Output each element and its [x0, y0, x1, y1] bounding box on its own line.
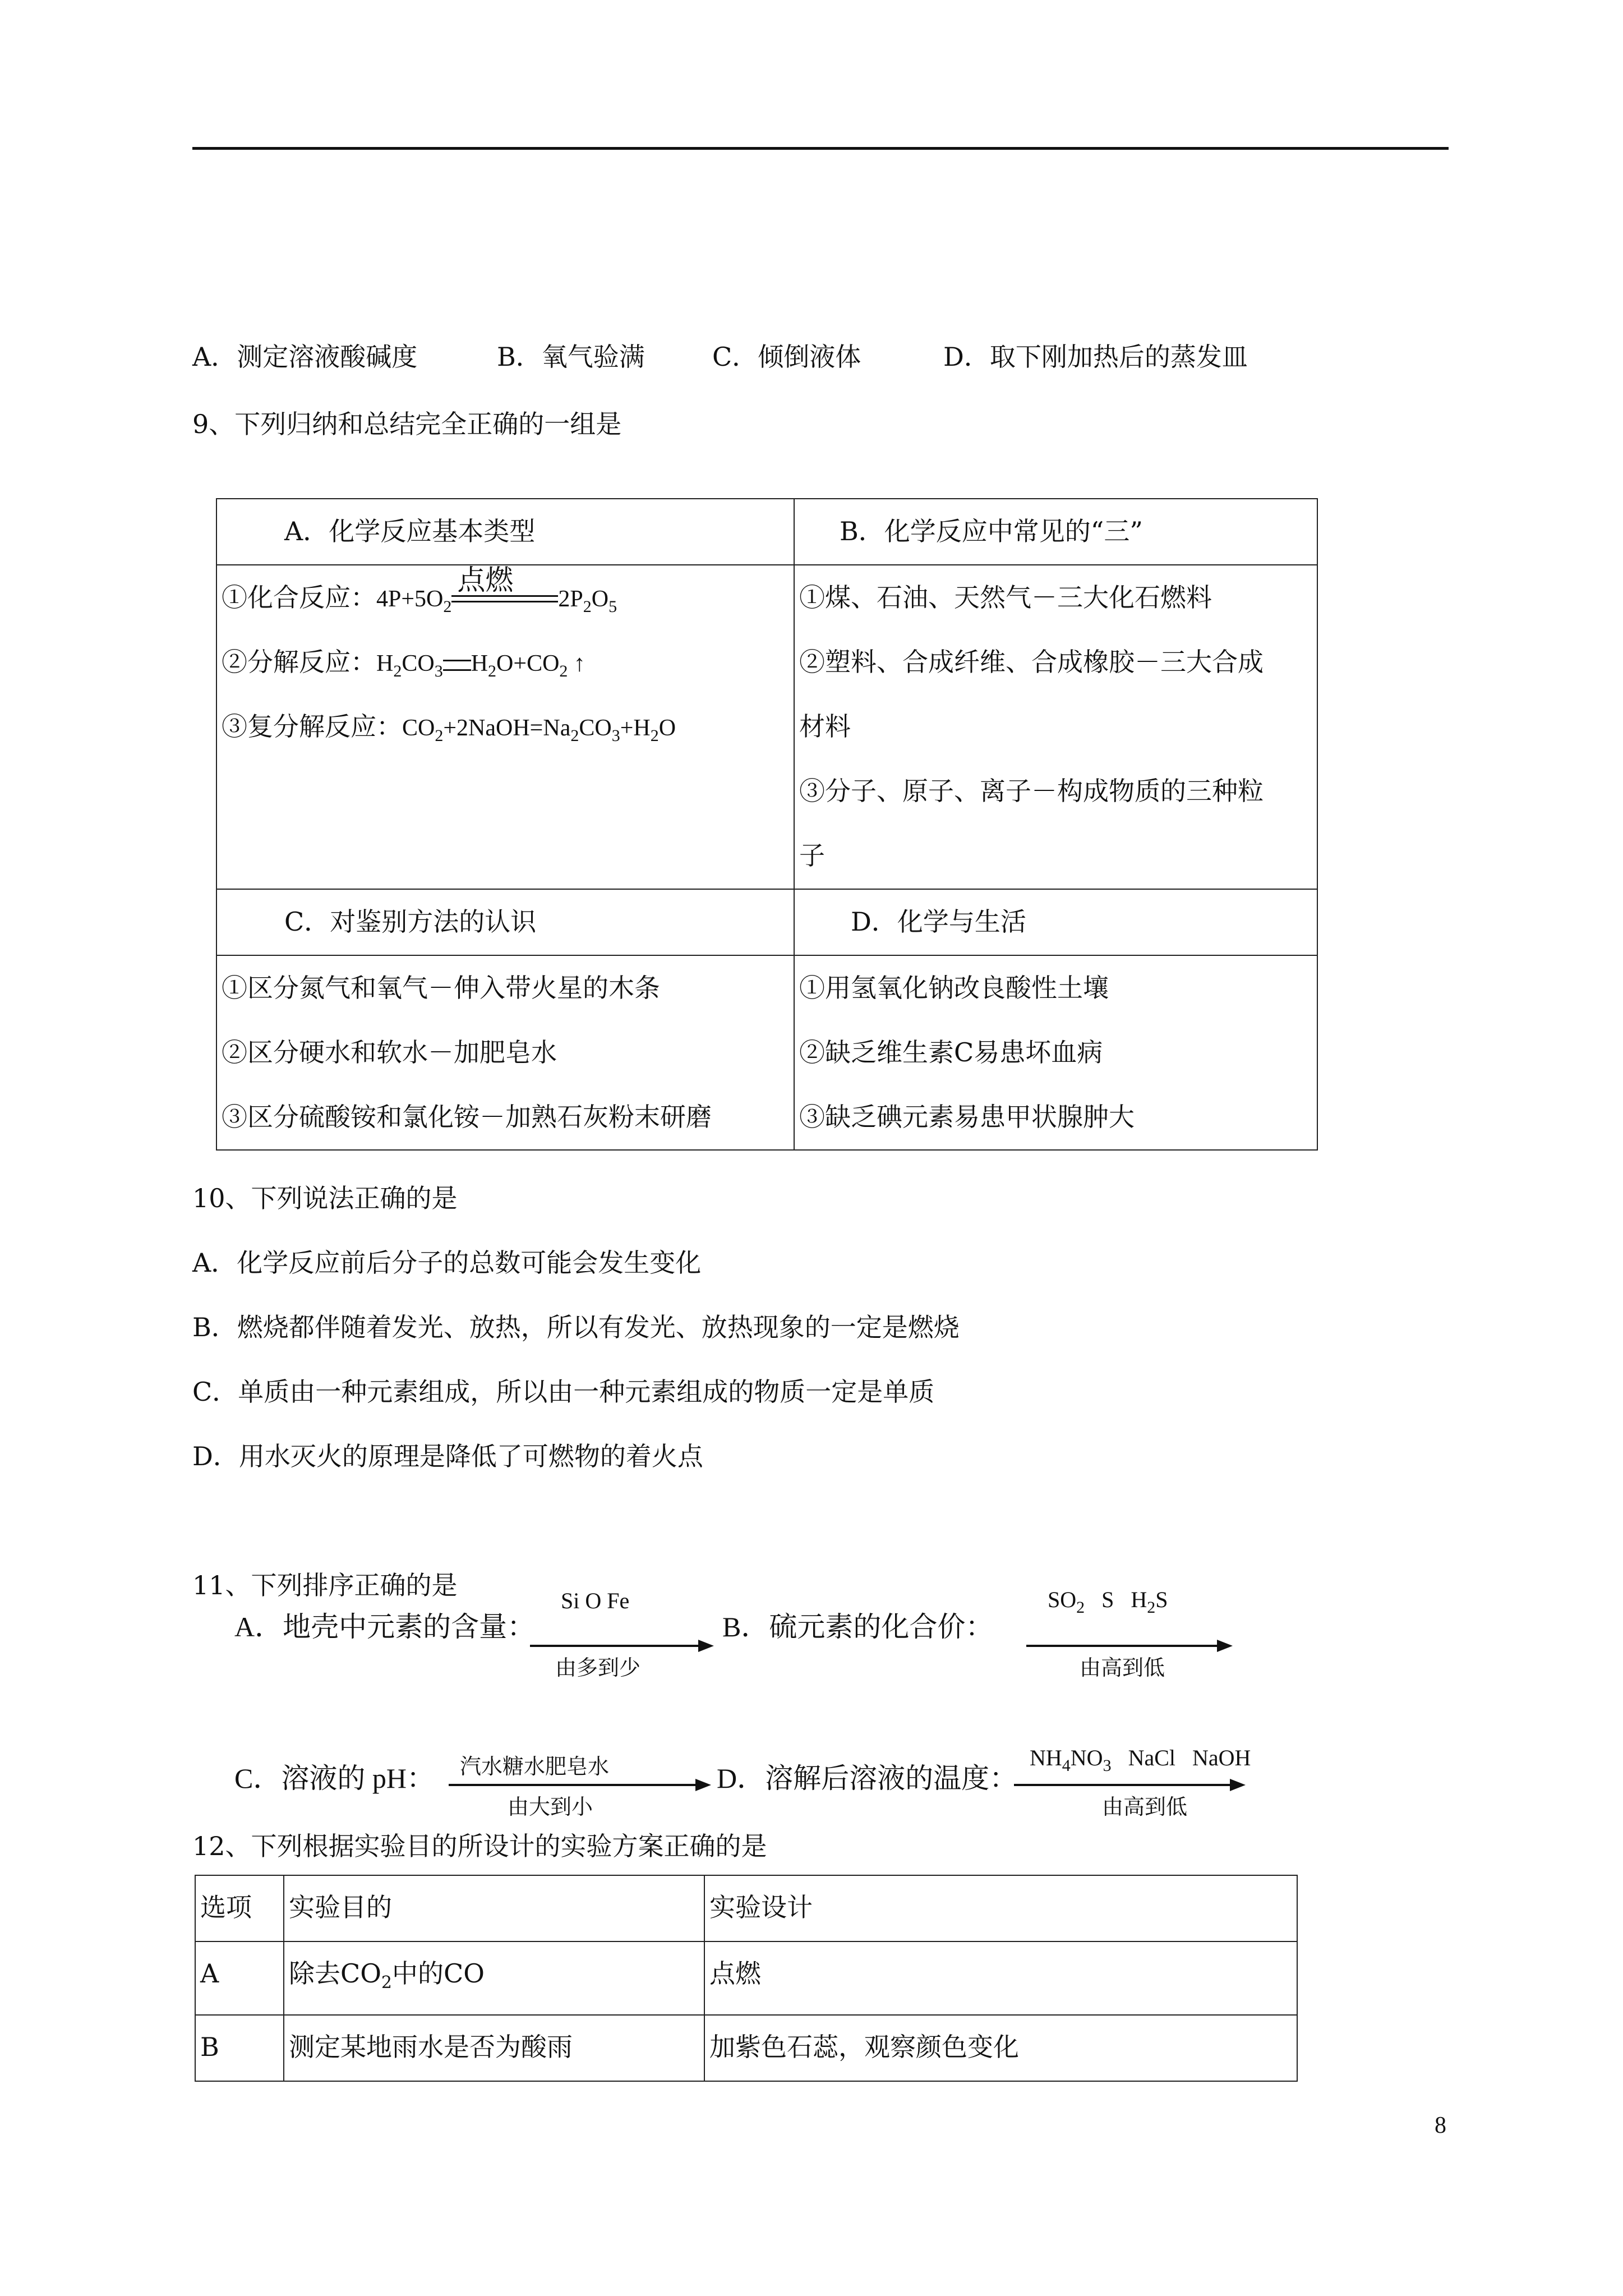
- q9-b3b: 子: [799, 840, 825, 871]
- q9-d-content: [794, 955, 1317, 1150]
- q11-c-label: C．溶液的 pH：: [234, 1763, 435, 1794]
- q11-b-items: $SO_2$ S $H_2S$: [1048, 1587, 1168, 1617]
- q8-option-c: C．倾倒液体: [712, 342, 861, 372]
- q9-a2-label: ②分解反应：: [222, 647, 376, 677]
- q9-b1: ①煤、石油、天然气－三大化石燃料: [799, 582, 1212, 613]
- q10-option-c: C．单质由一种元素组成，所以由一种元素组成的物质一定是单质: [192, 1377, 935, 1407]
- q10-title: 10、下列说法正确的是: [192, 1183, 458, 1213]
- q9-c3: ③区分硫酸铵和氯化铵－加熟石灰粉末研磨: [222, 1102, 712, 1132]
- q9-c2: ②区分硬水和软水－加肥皂水: [222, 1037, 557, 1068]
- q12-header-design: 实验设计: [704, 1875, 1297, 1941]
- q9-table: [216, 498, 1318, 1151]
- q9-a2-equation: $H_2CO_3$ $H_2O+CO_2$ ↑: [376, 651, 585, 680]
- q9-a1-label: ①化合反应：: [222, 582, 376, 613]
- q9-b3a: ③分子、原子、离子－构成物质的三种粒: [799, 776, 1264, 806]
- q12-title: 12、下列根据实验目的所设计的实验方案正确的是: [192, 1831, 767, 1861]
- q8-option-b: B．氧气验满: [497, 342, 645, 372]
- q9-a1-line: [222, 565, 789, 630]
- q10-option-d: D．用水灭火的原理是降低了可燃物的着火点: [192, 1441, 703, 1471]
- q12-header-option: 选项: [195, 1875, 284, 1941]
- q11-c-order: 由大到小: [508, 1795, 593, 1819]
- q9-a-header: A．化学反应基本类型: [216, 499, 794, 565]
- q11-b-order: 由高到低: [1080, 1655, 1165, 1680]
- q12-row-a-purpose: 除去$CO_2$中的CO: [284, 1941, 704, 2015]
- q11-b-arrow: [1026, 1645, 1217, 1647]
- q9-d3: ③缺乏碘元素易患甲状腺肿大: [799, 1102, 1135, 1132]
- q9-b-content: [794, 565, 1317, 889]
- q11-a-arrowhead: [698, 1640, 714, 1652]
- q12-row-a-option: A: [195, 1941, 284, 2015]
- page-number: 8: [1435, 2113, 1446, 2138]
- q11-c-items: 汽水糖水肥皂水: [460, 1754, 610, 1779]
- q9-c-content: [216, 955, 794, 1150]
- q12-header-purpose: 实验目的: [284, 1875, 704, 1941]
- q9-b-header: B．化学反应中常见的“三”: [794, 499, 1317, 565]
- q11-a-order: 由多到少: [555, 1655, 641, 1680]
- q9-a1-right: $2P_2O_5$: [558, 586, 617, 616]
- q11-c-arrow: [449, 1784, 695, 1786]
- q9-d-header: D．化学与生活: [794, 889, 1317, 955]
- q11-b-label: B．硫元素的化合价：: [722, 1611, 994, 1642]
- q12-table: [195, 1875, 1298, 2082]
- q9-a1-left: $4P+5O_2$: [376, 586, 452, 616]
- q9-a1-equals: [451, 564, 558, 611]
- q9-b2a: ②塑料、合成纤维、合成橡胶－三大合成: [799, 647, 1264, 677]
- q9-title: 9、下列归纳和总结完全正确的一组是: [192, 409, 622, 439]
- q9-d2: ②缺乏维生素C易患坏血病: [799, 1037, 1103, 1068]
- q9-d1: ①用氢氧化钠改良酸性土壤: [799, 973, 1109, 1003]
- q11-a-label: A．地壳中元素的含量：: [234, 1611, 536, 1642]
- q8-option-a: A．测定溶液酸碱度: [192, 342, 418, 372]
- q9-a-content: [216, 565, 794, 889]
- header-rule: [192, 147, 1449, 150]
- q11-title: 11、下列排序正确的是: [192, 1570, 458, 1600]
- table-row: [195, 2015, 1297, 2081]
- q9-c1: ①区分氮气和氧气－伸入带火星的木条: [222, 973, 660, 1003]
- q10-option-b: B．燃烧都伴随着发光、放热，所以有发光、放热现象的一定是燃烧: [192, 1312, 960, 1342]
- q11-d-order: 由高到低: [1102, 1795, 1188, 1819]
- q12-row-a-design: 点燃: [704, 1941, 1297, 2015]
- q11-d-label: D．溶解后溶液的温度：: [717, 1763, 1018, 1794]
- table-row: [195, 1941, 1297, 2015]
- q9-c-header: C．对鉴别方法的认识: [216, 889, 794, 955]
- q12-row-b-option: B: [195, 2015, 284, 2081]
- q11-a-arrow: [530, 1645, 698, 1647]
- q12-row-b-design: 加紫色石蕊，观察颜色变化: [704, 2015, 1297, 2081]
- q11-a-items: Si O Fe: [561, 1588, 630, 1613]
- q11-d-items: $NH_4NO_3$ NaCl NaOH: [1030, 1745, 1251, 1775]
- q9-a3-equation: $CO_2+2NaOH=Na_2CO_3+H_2O$: [402, 715, 676, 745]
- q11-b-arrowhead: [1217, 1640, 1233, 1652]
- q9-a1-condition: 点燃: [457, 564, 514, 596]
- q11-c-arrowhead: [695, 1779, 711, 1791]
- q12-row-b-purpose: 测定某地雨水是否为酸雨: [284, 2015, 704, 2081]
- q9-a2-line: [222, 630, 789, 694]
- q10-option-a: A．化学反应前后分子的总数可能会发生变化: [192, 1248, 702, 1278]
- q11-d-arrowhead: [1230, 1779, 1246, 1791]
- q9-b2b: 材料: [799, 711, 851, 742]
- q9-a3-line: [222, 694, 789, 759]
- q9-a3-label: ③复分解反应：: [222, 711, 402, 742]
- q8-option-d: D．取下刚加热后的蒸发皿: [943, 342, 1248, 372]
- q11-d-arrow: [1014, 1784, 1230, 1786]
